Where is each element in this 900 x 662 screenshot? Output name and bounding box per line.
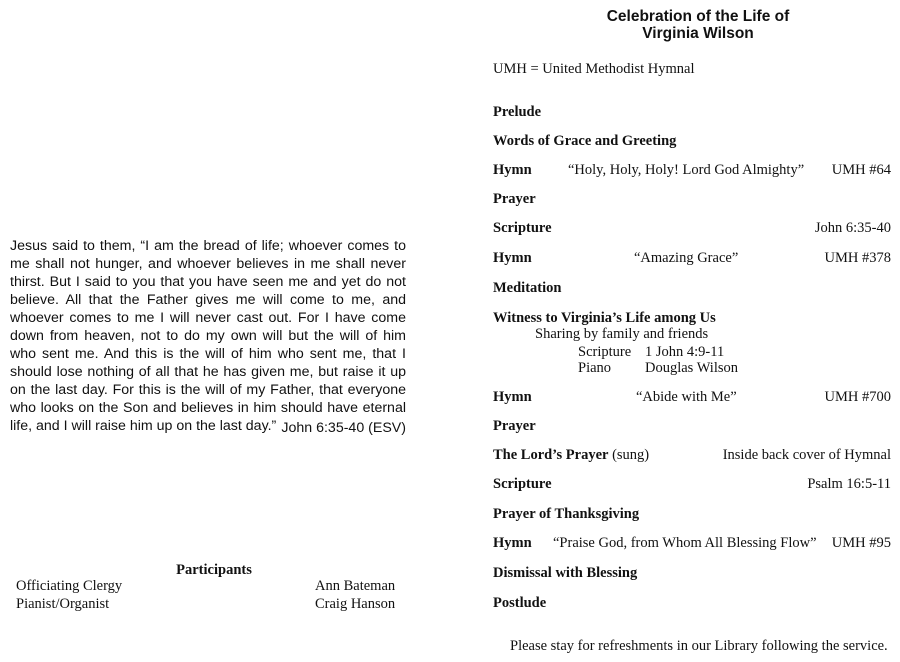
hymn-title: “Amazing Grace” — [634, 250, 739, 266]
item-label: Meditation — [493, 280, 562, 296]
program-title — [548, 8, 848, 42]
program-item — [493, 133, 891, 151]
program-item — [493, 280, 891, 298]
program-item — [493, 565, 891, 583]
program-item — [493, 389, 891, 407]
scripture-quote: Jesus said to them, “I am the bread of life; whoever comes to me shall not hunger, and whoever believes in me shall never thirst. But I said to you that you have seen me and yet do not believe. All that the Father gives me will come to me, and whoever comes to me I will never cast out. For I have come down from heaven, not to do my own will but the will of him who sent me. And this is the will of him who sent me, that I should lose nothing of all that he has given me, but raise it up on the last day. For this is the will of my Father, that everyone who looks on the Son and believes in him should have eternal life, and I will raise him up on the last day.” — [10, 238, 406, 434]
program-item — [493, 162, 891, 180]
hymn-number: UMH #64 — [831, 162, 891, 178]
program-item — [493, 104, 891, 122]
program-item — [493, 476, 891, 494]
item-label-text: The Lord’s Prayer — [493, 447, 609, 463]
program-item — [493, 506, 891, 524]
witness-detail-role: Piano — [578, 360, 612, 376]
hymn-number: UMH #700 — [824, 389, 891, 405]
abbreviation-note: UMH = United Methodist Hymnal — [493, 61, 695, 77]
hymn-number: UMH #95 — [831, 535, 891, 551]
item-label: Dismissal with Blessing — [493, 565, 638, 581]
hymn-number: UMH #378 — [824, 250, 891, 266]
item-label: Scripture — [493, 476, 552, 492]
scripture-ref: Psalm 16:5-11 — [807, 476, 891, 492]
program-item — [493, 191, 891, 209]
item-label: Hymn — [493, 389, 532, 405]
participant-name: Ann Bateman — [315, 578, 396, 594]
program-item — [493, 595, 891, 613]
participant-role: Officiating Clergy — [16, 578, 123, 594]
title-line: Celebration of the Life of — [606, 8, 790, 25]
item-label: Hymn — [493, 162, 532, 178]
item-label: Prelude — [493, 104, 542, 120]
item-label: Prayer — [493, 418, 536, 434]
item-label: Witness to Virginia’s Life among Us — [493, 310, 716, 326]
item-label: Scripture — [493, 220, 552, 236]
program-item — [493, 220, 891, 238]
participant-role: Pianist/Organist — [16, 596, 110, 612]
program-item — [493, 418, 891, 436]
item-label: Hymn — [493, 250, 532, 266]
scripture-reference: John 6:35-40 (ESV) — [281, 420, 406, 436]
item-label — [493, 447, 649, 464]
item-label: Hymn — [493, 535, 532, 551]
footer-note: Please stay for refreshments in our Library following the service. — [510, 638, 888, 654]
participants-heading: Participants — [176, 562, 252, 578]
participant-name: Craig Hanson — [315, 596, 396, 612]
item-label: Prayer — [493, 191, 536, 207]
witness-detail-value: Douglas Wilson — [645, 360, 738, 376]
program-item — [493, 250, 891, 268]
witness-detail-value: 1 John 4:9-11 — [645, 344, 725, 360]
scripture-ref: John 6:35-40 — [814, 220, 891, 236]
hymn-title: “Abide with Me” — [636, 389, 737, 405]
hymn-title: “Holy, Holy, Holy! Lord God Almighty” — [568, 162, 805, 178]
witness-sharing: Sharing by family and friends — [535, 326, 709, 342]
item-label-note: (sung) — [608, 447, 650, 463]
item-label: Postlude — [493, 595, 547, 611]
program-item — [493, 447, 891, 465]
witness-detail-role: Scripture — [578, 344, 632, 360]
item-label: Words of Grace and Greeting — [493, 133, 677, 149]
program-item — [493, 535, 891, 553]
item-label: Prayer of Thanksgiving — [493, 506, 640, 522]
title-line: Virginia Wilson — [642, 25, 754, 42]
hymn-title: “Praise God, from Whom All Blessing Flow” — [553, 535, 817, 551]
prayer-location: Inside back cover of Hymnal — [722, 447, 891, 463]
